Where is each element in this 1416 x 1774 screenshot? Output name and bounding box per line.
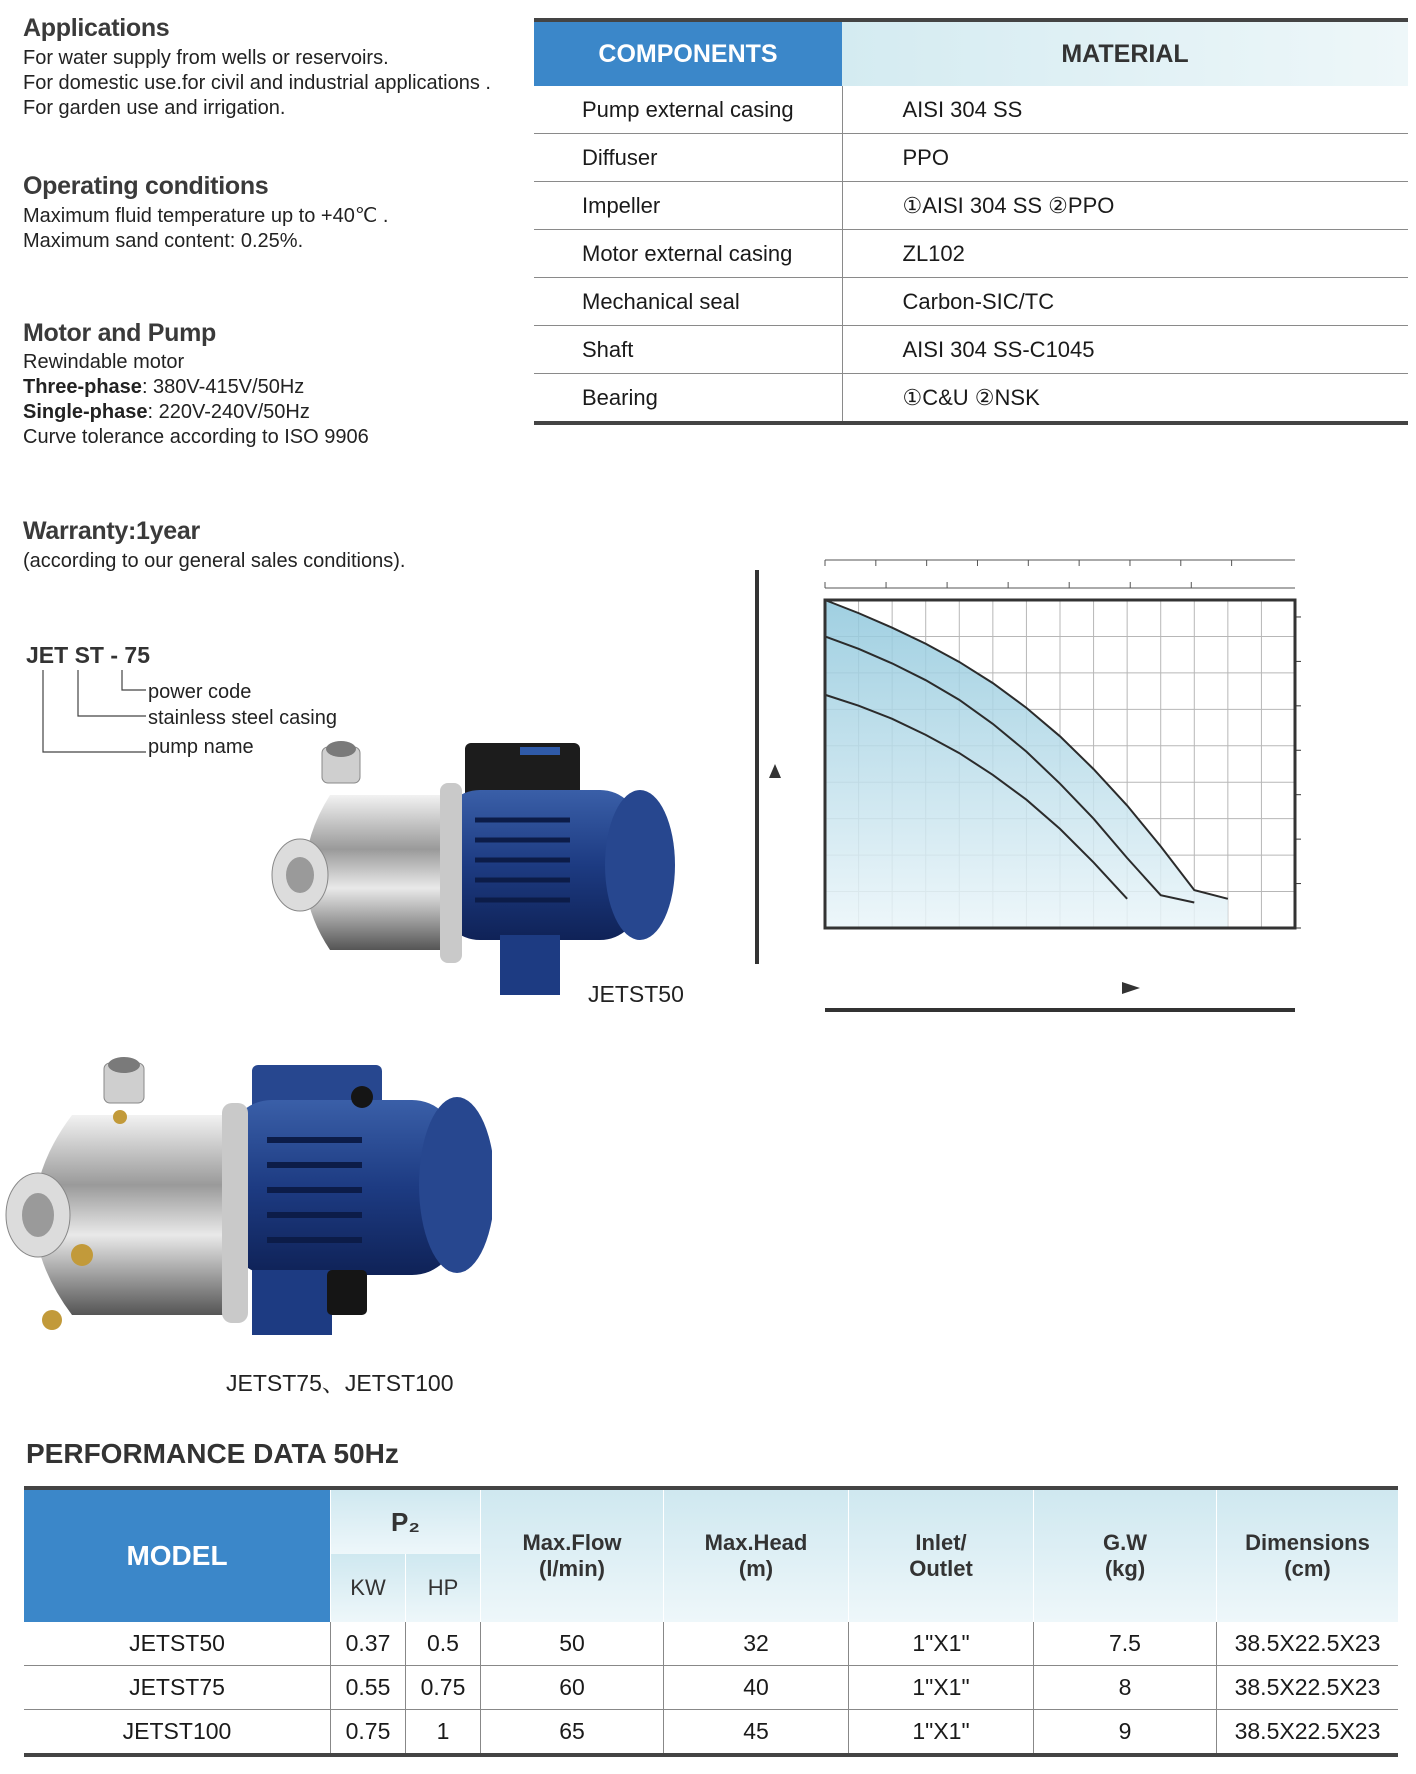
large-pump-caption: JETST75、JETST100 — [226, 1370, 454, 1396]
hp-cell: 0.5 — [406, 1622, 481, 1666]
pump-jetst75-100-photo — [2, 1045, 492, 1365]
model-cell: JETST50 — [24, 1622, 331, 1666]
component-row — [534, 374, 1408, 424]
component-material: Carbon-SIC/TC — [842, 278, 1408, 326]
max-flow-header: Max.Flow (l/min) — [481, 1488, 664, 1622]
naming-label: pump name — [148, 736, 254, 758]
component-material: ZL102 — [842, 230, 1408, 278]
components-header: COMPONENTS — [534, 20, 842, 86]
dimensions-cell: 38.5X22.5X23 — [1217, 1710, 1399, 1756]
kw-cell: 0.37 — [331, 1622, 406, 1666]
motor-heading: Motor and Pump — [23, 319, 217, 347]
component-name: Diffuser — [534, 134, 842, 182]
performance-table — [24, 1486, 1398, 1757]
performance-row — [24, 1710, 1398, 1756]
naming-label: stainless steel casing — [148, 707, 337, 729]
p2-header: P₂ — [331, 1488, 481, 1554]
max-flow-cell: 65 — [481, 1710, 664, 1756]
kw-header: KW — [331, 1554, 406, 1622]
performance-row — [24, 1622, 1398, 1666]
model-cell: JETST100 — [24, 1710, 331, 1756]
hp-header: HP — [406, 1554, 481, 1622]
naming-label: power code — [148, 681, 252, 703]
gw-header: G.W (kg) — [1034, 1488, 1217, 1622]
kw-cell: 0.55 — [331, 1666, 406, 1710]
max-head-cell: 40 — [664, 1666, 849, 1710]
component-name: Impeller — [534, 182, 842, 230]
max-head-cell: 32 — [664, 1622, 849, 1666]
component-name: Pump external casing — [534, 86, 842, 134]
inlet-outlet-header: Inlet/ Outlet — [849, 1488, 1034, 1622]
model-header: MODEL — [24, 1488, 331, 1622]
three-phase-label: Three-phase — [23, 376, 142, 398]
component-name: Shaft — [534, 326, 842, 374]
component-row — [534, 134, 1408, 182]
component-row — [534, 326, 1408, 374]
applications-line: For water supply from wells or reservoirs. — [23, 47, 389, 69]
component-material: ①AISI 304 SS ②PPO — [842, 182, 1408, 230]
dimensions-cell: 38.5X22.5X23 — [1217, 1666, 1399, 1710]
max-head-header: Max.Head (m) — [664, 1488, 849, 1622]
motor-line — [23, 375, 369, 400]
single-phase-label: Single-phase — [23, 401, 148, 423]
applications-line: For domestic use.for civil and industrial applications . — [23, 72, 491, 94]
components-header-row — [534, 20, 1408, 86]
component-name: Motor external casing — [534, 230, 842, 278]
gw-cell: 9 — [1034, 1710, 1217, 1756]
motor-line — [23, 400, 369, 425]
performance-title: PERFORMANCE DATA 50Hz — [26, 1438, 399, 1469]
naming-code: JET ST - 75 — [26, 642, 150, 668]
applications-heading: Applications — [23, 14, 170, 42]
hp-cell: 0.75 — [406, 1666, 481, 1710]
three-phase-value: : 380V-415V/50Hz — [141, 376, 305, 398]
inlet-outlet-cell: 1"X1" — [849, 1666, 1034, 1710]
component-name: Mechanical seal — [534, 278, 842, 326]
max-flow-cell: 60 — [481, 1666, 664, 1710]
component-row — [534, 86, 1408, 134]
material-header: MATERIAL — [842, 20, 1408, 86]
component-material: ①C&U ②NSK — [842, 374, 1408, 424]
components-table — [534, 18, 1408, 425]
operating-line: Maximum sand content: 0.25%. — [23, 230, 304, 252]
component-row — [534, 230, 1408, 278]
max-head-cell: 45 — [664, 1710, 849, 1756]
performance-curve-chart — [740, 548, 1380, 1120]
component-material: AISI 304 SS — [842, 86, 1408, 134]
single-phase-value: : 220V-240V/50Hz — [147, 401, 310, 423]
applications-line: For garden use and irrigation. — [23, 97, 286, 119]
y-axis-arrow — [769, 764, 781, 778]
dimensions-header: Dimensions (cm) — [1217, 1488, 1399, 1622]
model-cell: JETST75 — [24, 1666, 331, 1710]
kw-cell: 0.75 — [331, 1710, 406, 1756]
operating-line: Maximum fluid temperature up to +40℃ . — [23, 205, 389, 227]
operating-heading: Operating conditions — [23, 172, 269, 200]
motor-line: Rewindable motor — [23, 351, 185, 373]
gw-cell: 7.5 — [1034, 1622, 1217, 1666]
hp-cell: 1 — [406, 1710, 481, 1756]
component-material: PPO — [842, 134, 1408, 182]
component-row — [534, 278, 1408, 326]
motor-text — [23, 350, 369, 450]
max-flow-cell: 50 — [481, 1622, 664, 1666]
performance-row — [24, 1666, 1398, 1710]
performance-header-row — [24, 1488, 1398, 1554]
component-row — [534, 182, 1408, 230]
inlet-outlet-cell: 1"X1" — [849, 1710, 1034, 1756]
x-axis-arrow — [1122, 982, 1140, 994]
component-material: AISI 304 SS-C1045 — [842, 326, 1408, 374]
gw-cell: 8 — [1034, 1666, 1217, 1710]
motor-line: Curve tolerance according to ISO 9906 — [23, 426, 369, 448]
naming-leader-lines — [26, 668, 156, 756]
applications-text — [23, 46, 491, 121]
component-name: Bearing — [534, 374, 842, 424]
warranty-heading: Warranty:1year — [23, 517, 200, 545]
small-pump-caption: JETST50 — [588, 981, 684, 1007]
warranty-note: (according to our general sales conditions). — [23, 550, 406, 572]
dimensions-cell: 38.5X22.5X23 — [1217, 1622, 1399, 1666]
inlet-outlet-cell: 1"X1" — [849, 1622, 1034, 1666]
operating-text — [23, 204, 388, 254]
